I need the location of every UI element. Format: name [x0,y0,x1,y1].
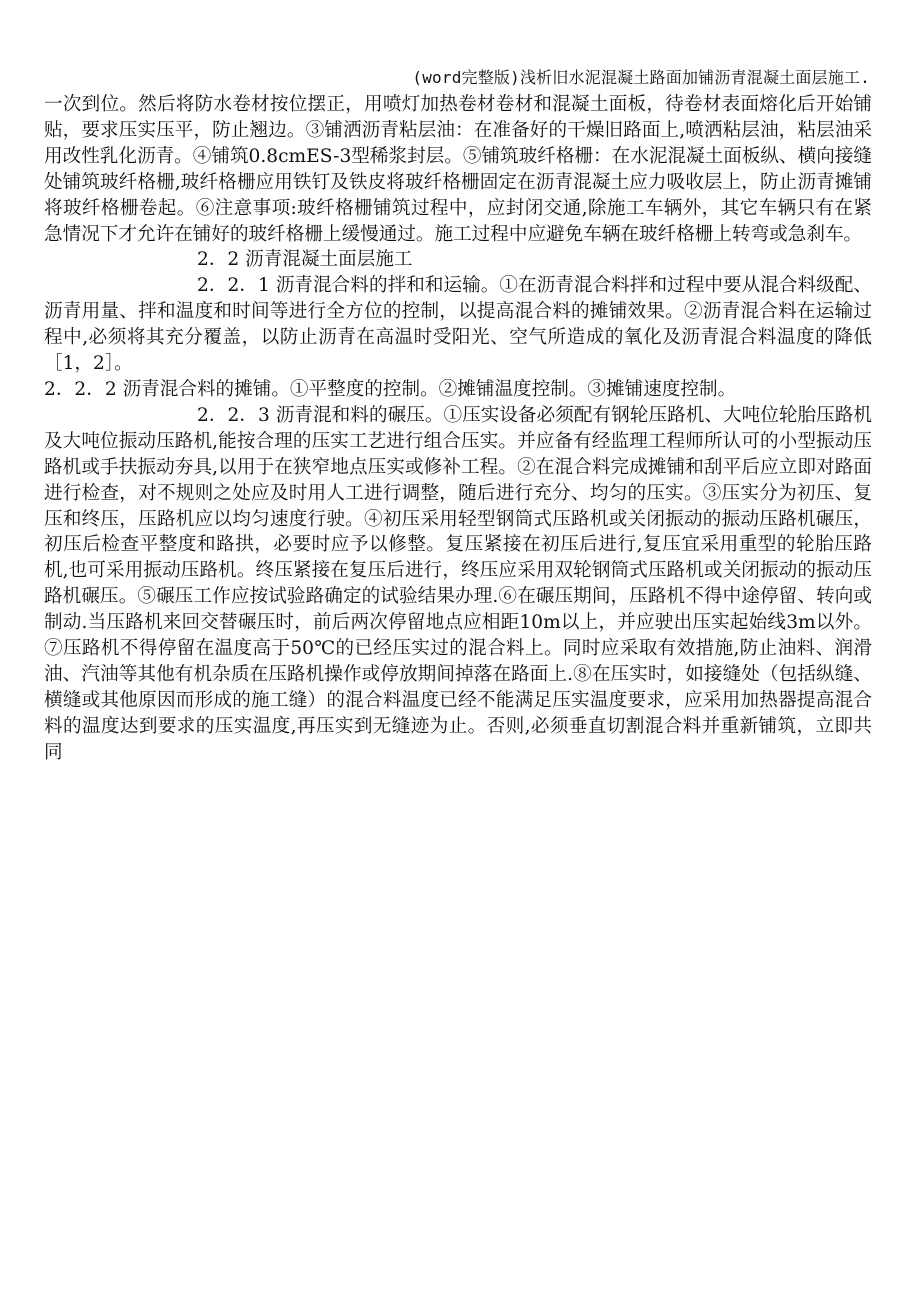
document-body [44,92,872,766]
running-header: (word完整版)浅析旧水泥混凝土路面加铺沥青混凝土面层施工. [412,68,870,87]
paragraph-mixing-transport: 2．2．1 沥青混合料的拌和和运输。①在沥青混合料拌和过程中要从混合料级配、沥青用量、拌和温度和时间等进行全方位的控制，以提高混合料的摊铺效果。②沥青混合料在运输过程中,必须将其充分覆盖，以防止沥青在高温时受阳光、空气所造成的氧化及沥青混合料温度的降低［1，2］。 [44,275,872,375]
paragraph-waterproofing-and-grid: 一次到位。然后将防水卷材按位摆正，用喷灯加热卷材卷材和混凝土面板，待卷材表面熔化后开始铺贴，要求压实压平，防止翘边。③铺洒沥青粘层油：在准备好的干燥旧路面上,喷洒粘层油，粘层油采用改性乳化沥青。④铺筑0.8cmES-3型稀浆封层。⑤铺筑玻纤格栅：在水泥混凝土面板纵、横向接缝处铺筑玻纤格栅,玻纤格栅应用铁钉及铁皮将玻纤格栅固定在沥青混凝土应力吸收层上，防止沥青摊铺将玻纤格栅卷起。⑥注意事项:玻纤格栅铺筑过程中，应封闭交通,除施工车辆外，其它车辆只有在紧急情况下才允许在铺好的玻纤格栅上缓慢通过。施工过程中应避免车辆在玻纤格栅上转弯或急刹车。 [44,94,872,245]
paragraph-paving: 2．2．2 沥青混合料的摊铺。①平整度的控制。②摊铺温度控制。③摊铺速度控制。 [44,378,737,400]
paragraph-compaction: 2．2．3 沥青混和料的碾压。①压实设备必须配有钢轮压路机、大吨位轮胎压路机及大吨位振动压路机,能按合理的压实工艺进行组合压实。并应备有经监理工程师所认可的小型振动压路机或手扶振动夯具,以用于在狭窄地点压实或修补工程。②在混合料完成摊铺和刮平后应立即对路面进行检查，对不规则之处应及时用人工进行调整，随后进行充分、均匀的压实。③压实分为初压、复压和终压，压路机应以均匀速度行驶。④初压采用轻型钢筒式压路机或关闭振动的振动压路机碾压，初压后检查平整度和路拱，必要时应予以修整。复压紧接在初压后进行,复压宜采用重型的轮胎压路机,也可采用振动压路机。终压紧接在复压后进行，终压应采用双轮钢筒式压路机或关闭振动的振动压路机碾压。⑤碾压工作应按试验路确定的试验结果办理.⑥在碾压期间，压路机不得中途停留、转向或制动.当压路机来回交替碾压时，前后两次停留地点应相距10m以上，并应驶出压实起始线3m以外。⑦压路机不得停留在温度高于50℃的已经压实过的混合料上。同时应采取有效措施,防止油料、润滑油、汽油等其他有机杂质在压路机操作或停放期间掉落在路面上.⑧在压实时，如接缝处（包括纵缝、横缝或其他原因而形成的施工缝）的混合料温度已经不能满足压实温度要求，应采用加热器提高混合料的温度达到要求的压实温度,再压实到无缝迹为止。否则,必须垂直切割混合料并重新铺筑，立即共同 [44,404,872,763]
section-heading-asphalt-surface: 2．2 沥青混凝土面层施工 [197,249,413,271]
